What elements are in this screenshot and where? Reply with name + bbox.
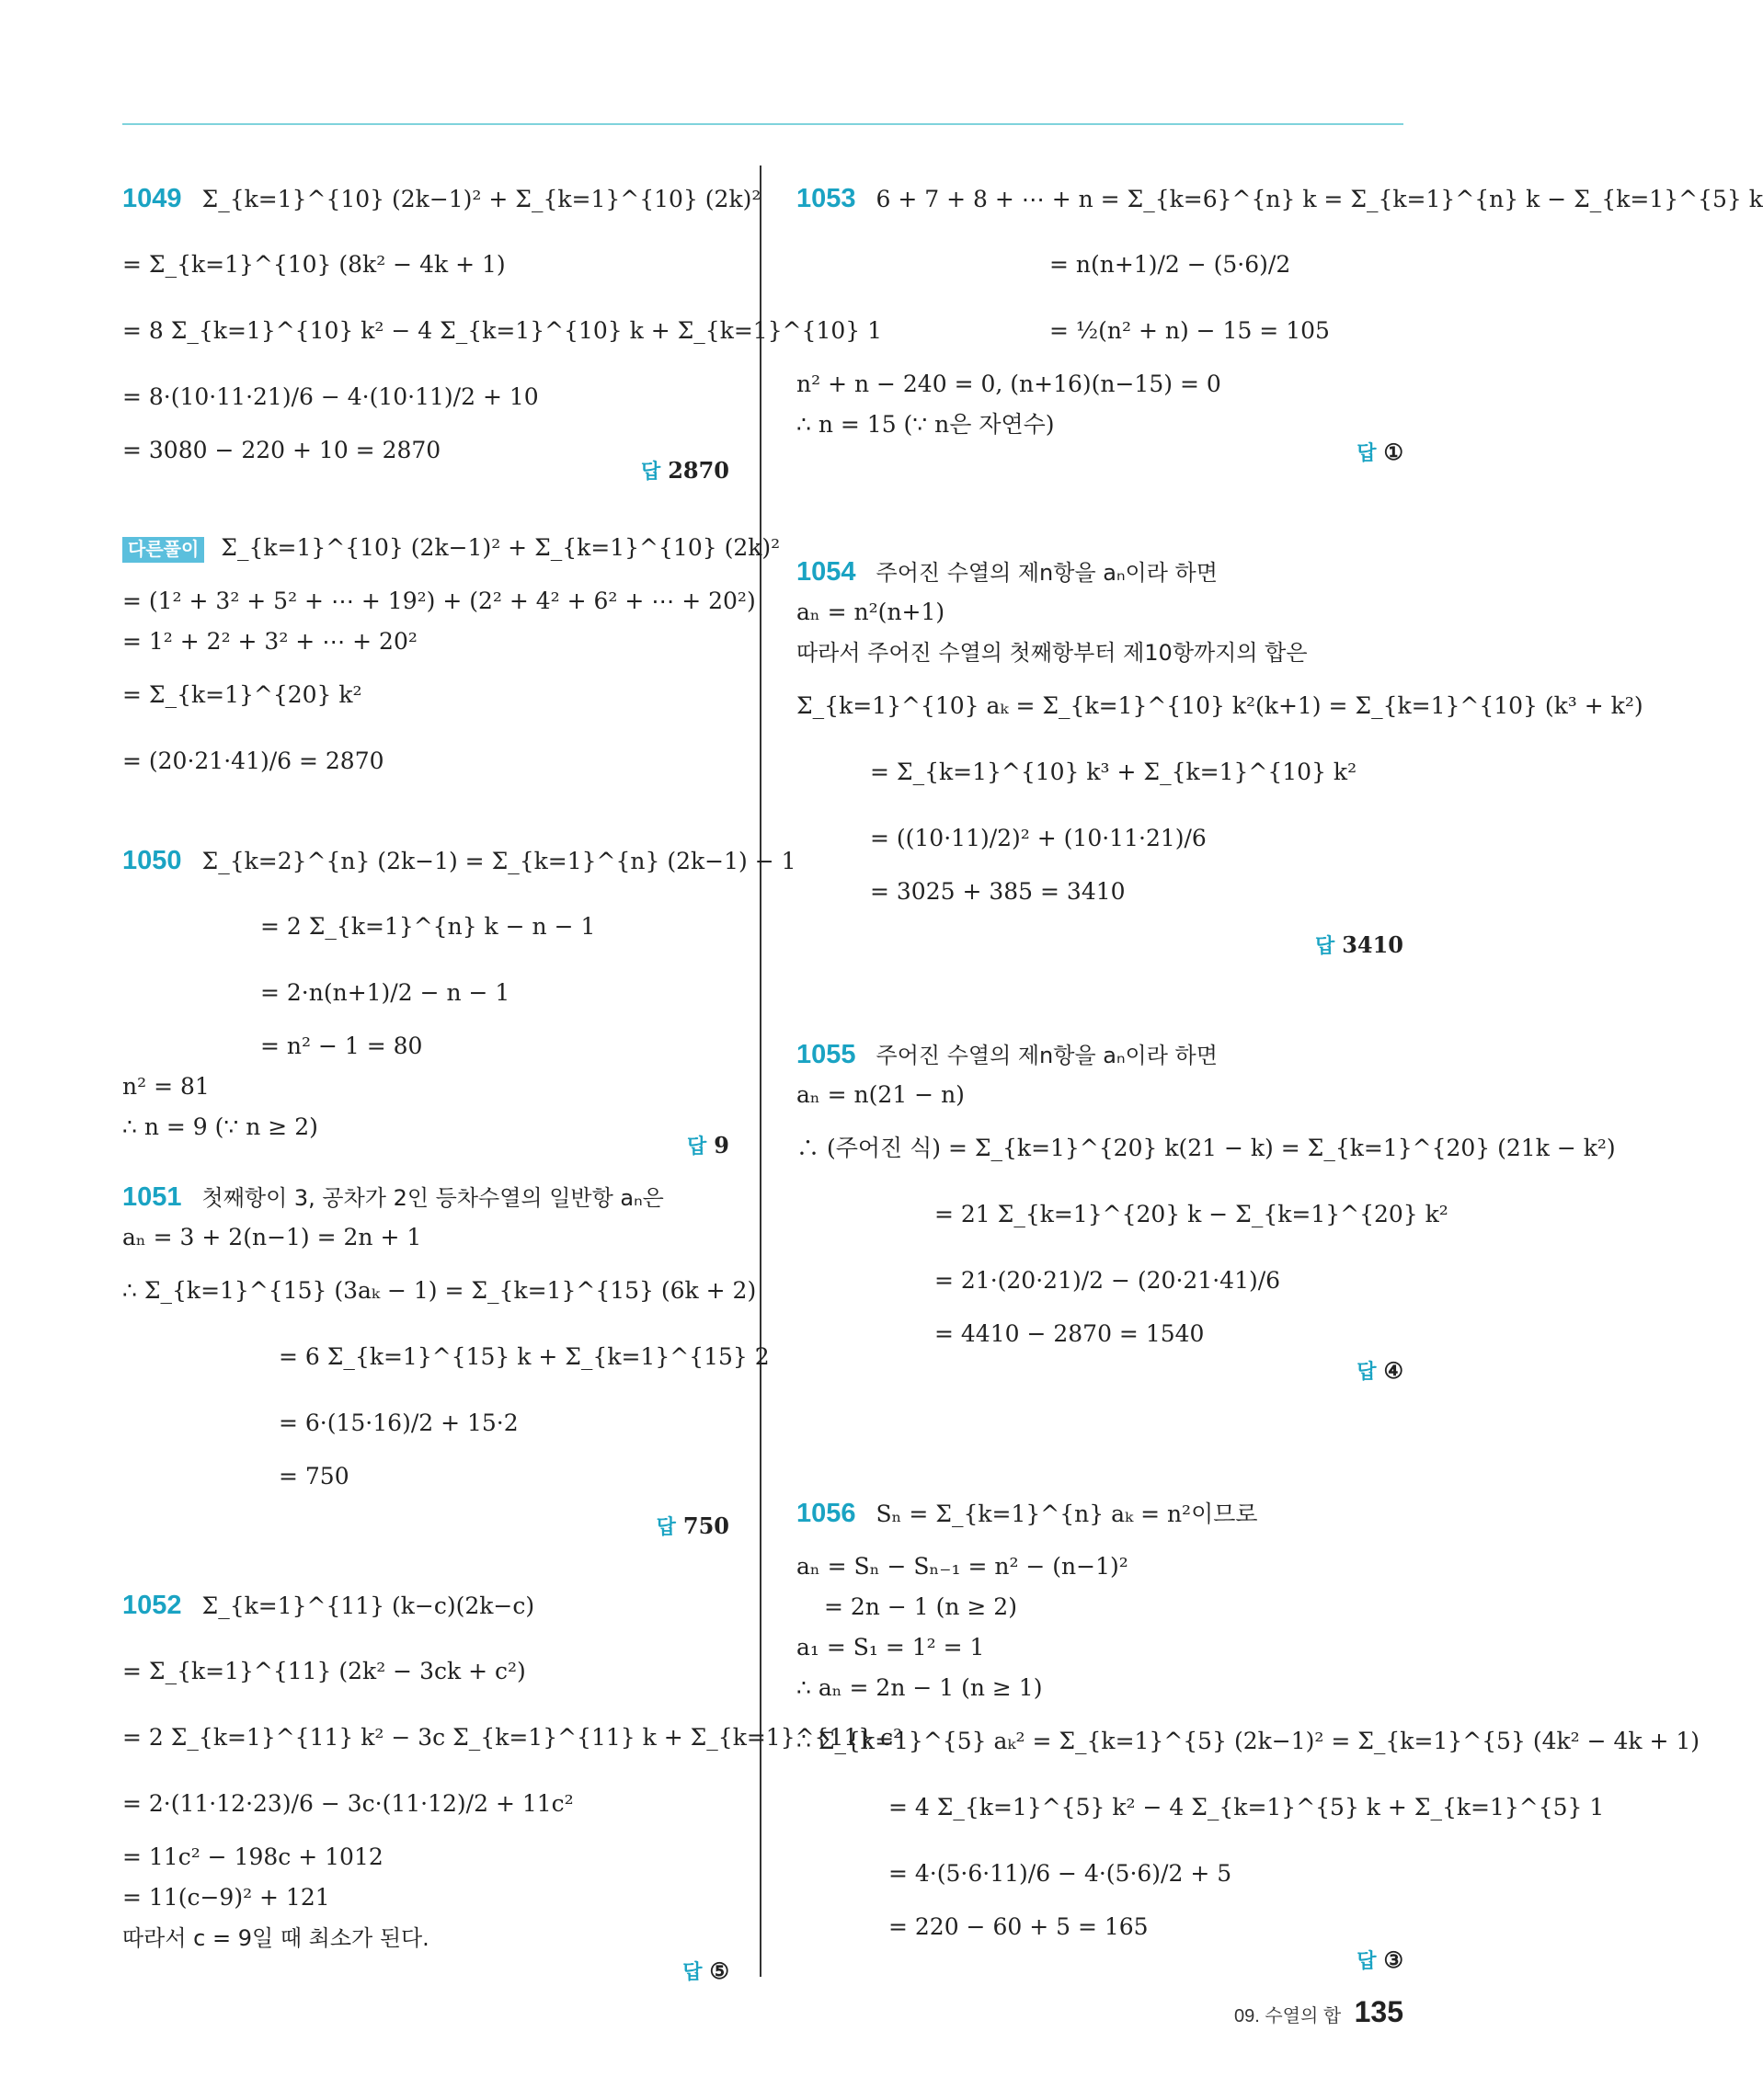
- problem-1056: [796, 1480, 1700, 1973]
- solution-line: = 2·n(n+1)/2 − n − 1: [260, 979, 510, 1006]
- solution-line: aₙ = 3 + 2(n−1) = 2n + 1: [122, 1224, 422, 1250]
- solution-line: ∴ Σ_{k=1}^{15} (3aₖ − 1) = Σ_{k=1}^{15} (6k + 2): [122, 1277, 757, 1304]
- solution-line: ∴ Σ_{k=1}^{5} aₖ² = Σ_{k=1}^{5} (2k−1)² = Σ_{k=1}^{5} (4k² − 4k + 1): [796, 1728, 1700, 1754]
- solution-line: = n² − 1 = 80: [260, 1033, 423, 1059]
- solution-line: n² + n − 240 = 0, (n+16)(n−15) = 0: [796, 371, 1221, 397]
- problem-number: 1056: [796, 1499, 856, 1528]
- solution-line: = ((10·11)/2)² + (10·11·21)/6: [870, 825, 1207, 851]
- solution-line: = 750: [279, 1463, 349, 1489]
- solution-line: = 4410 − 2870 = 1540: [934, 1320, 1205, 1347]
- solution-line: ∴ aₙ = 2n − 1 (n ≥ 1): [796, 1674, 1043, 1701]
- solution-line: = 21 Σ_{k=1}^{20} k − Σ_{k=1}^{20} k²: [934, 1201, 1448, 1227]
- alt-solution-badge: 다른풀이: [122, 537, 204, 563]
- solution-line: = 21·(20·21)/2 − (20·21·41)/6: [934, 1267, 1281, 1294]
- solution-line: a₁ = S₁ = 1² = 1: [796, 1634, 985, 1661]
- alternative-solution-1049: [122, 515, 781, 794]
- column-divider: [760, 165, 761, 1977]
- solution-line: = 2·(11·12·23)/6 − 3c·(11·12)/2 + 11c²: [122, 1790, 574, 1817]
- solution-line: = 11(c−9)² + 121: [122, 1884, 330, 1911]
- problem-number: 1054: [796, 557, 856, 587]
- solution-line: Σ_{k=1}^{10} aₖ = Σ_{k=1}^{10} k²(k+1) = Σ_{k=1}^{10} (k³ + k²): [796, 692, 1643, 719]
- solution-line: 첫째항이 3, 공차가 2인 등차수열의 일반항 aₙ은: [201, 1185, 664, 1211]
- solution-line: 주어진 수열의 제n항을 aₙ이라 하면: [876, 560, 1218, 586]
- solution-line: = 4 Σ_{k=1}^{5} k² − 4 Σ_{k=1}^{5} k + Σ_{k=1}^{5} 1: [888, 1794, 1605, 1820]
- solution-line: = 8 Σ_{k=1}^{10} k² − 4 Σ_{k=1}^{10} k + Σ_{k=1}^{10} 1: [122, 317, 883, 344]
- solution-line: = 1² + 2² + 3² + ⋯ + 20²: [122, 628, 418, 655]
- solution-line: = 6 Σ_{k=1}^{15} k + Σ_{k=1}^{15} 2: [279, 1343, 770, 1370]
- solution-line: 주어진 수열의 제n항을 aₙ이라 하면: [876, 1043, 1218, 1068]
- solution-line: = Σ_{k=1}^{10} k³ + Σ_{k=1}^{10} k²: [870, 759, 1357, 785]
- solution-line: = 11c² − 198c + 1012: [122, 1843, 384, 1870]
- problem-number: 1051: [122, 1182, 182, 1212]
- problem-number: 1055: [796, 1040, 856, 1069]
- problem-number: 1050: [122, 846, 182, 875]
- solution-line: = 6·(15·16)/2 + 15·2: [279, 1410, 519, 1436]
- chapter-title: 09. 수열의 합: [1233, 2006, 1342, 2026]
- page-footer: [1234, 1995, 1403, 2029]
- solution-line: = n(n+1)/2 − (5·6)/2: [1049, 251, 1291, 278]
- solution-line: = 8·(10·11·21)/6 − 4·(10·11)/2 + 10: [122, 383, 539, 410]
- answer-1054: 답 3410: [1314, 931, 1403, 958]
- solution-line: aₙ = n²(n+1): [796, 599, 945, 625]
- solution-line: Σ_{k=1}^{10} (2k−1)² + Σ_{k=1}^{10} (2k)²: [221, 534, 781, 561]
- solution-line: aₙ = Sₙ − Sₙ₋₁ = n² − (n−1)²: [796, 1553, 1128, 1580]
- solution-line: = 4·(5·6·11)/6 − 4·(5·6)/2 + 5: [888, 1860, 1232, 1887]
- solution-line: = 3025 + 385 = 3410: [870, 878, 1126, 905]
- problem-number: 1049: [122, 184, 182, 213]
- solution-line: Σ_{k=1}^{10} (2k−1)² + Σ_{k=1}^{10} (2k)²: [201, 186, 761, 212]
- answer-1052: 답 ⑤: [682, 1957, 729, 1984]
- solution-line: = 2n − 1 (n ≥ 2): [824, 1593, 1017, 1620]
- solution-line: = 2 Σ_{k=1}^{n} k − n − 1: [260, 913, 596, 940]
- solution-line: = ½(n² + n) − 15 = 105: [1049, 317, 1330, 344]
- solution-line: Σ_{k=2}^{n} (2k−1) = Σ_{k=1}^{n} (2k−1) − 1: [201, 848, 796, 874]
- problem-number: 1053: [796, 184, 856, 213]
- solution-line: ∴ n = 9 (∵ n ≥ 2): [122, 1113, 318, 1140]
- answer-1053: 답 ①: [1357, 439, 1403, 465]
- answer-1055: 답 ④: [1357, 1357, 1403, 1384]
- problem-1053: [796, 165, 1763, 465]
- solution-line: 따라서 주어진 수열의 첫째항부터 제10항까지의 합은: [796, 640, 1308, 666]
- solution-line: = (20·21·41)/6 = 2870: [122, 748, 384, 774]
- solution-line: = Σ_{k=1}^{10} (8k² − 4k + 1): [122, 251, 506, 278]
- top-rule: [122, 123, 1403, 125]
- solution-line: aₙ = n(21 − n): [796, 1081, 965, 1108]
- solution-line: Σ_{k=1}^{11} (k−c)(2k−c): [201, 1592, 535, 1619]
- answer-1051: 답 750: [656, 1512, 729, 1539]
- problem-1051: [122, 1177, 770, 1539]
- problem-number: 1052: [122, 1591, 182, 1620]
- problem-1050: [122, 827, 796, 1158]
- solution-line: 6 + 7 + 8 + ⋯ + n = Σ_{k=6}^{n} k = Σ_{k=1}^{n} k − Σ_{k=1}^{5} k: [876, 186, 1763, 212]
- answer-1049: 답 2870: [640, 457, 729, 484]
- solution-line: = 2 Σ_{k=1}^{11} k² − 3c Σ_{k=1}^{11} k + Σ_{k=1}^{11} c²: [122, 1724, 903, 1751]
- solution-line: 따라서 c = 9일 때 최소가 된다.: [122, 1925, 429, 1951]
- problem-1054: [796, 552, 1643, 958]
- solution-line: = (1² + 3² + 5² + ⋯ + 19²) + (2² + 4² + 6² + ⋯ + 20²): [122, 588, 756, 614]
- answer-1056: 답 ③: [1357, 1946, 1403, 1973]
- page-number: 135: [1354, 1995, 1403, 2028]
- answer-1050: 답 9: [687, 1132, 729, 1158]
- solution-line: = 3080 − 220 + 10 = 2870: [122, 437, 441, 463]
- problem-1055: [796, 1034, 1616, 1384]
- solution-line: = Σ_{k=1}^{11} (2k² − 3ck + c²): [122, 1658, 526, 1684]
- solution-line: ∴ n = 15 (∵ n은 자연수): [796, 411, 1055, 438]
- solution-line: Sₙ = Σ_{k=1}^{n} aₖ = n²이므로: [876, 1501, 1258, 1527]
- solution-line: ∴ (주어진 식) = Σ_{k=1}^{20} k(21 − k) = Σ_{k=1}^{20} (21k − k²): [796, 1135, 1616, 1161]
- solution-line: n² = 81: [122, 1073, 210, 1100]
- solution-line: = Σ_{k=1}^{20} k²: [122, 681, 362, 708]
- solution-line: = 220 − 60 + 5 = 165: [888, 1913, 1149, 1940]
